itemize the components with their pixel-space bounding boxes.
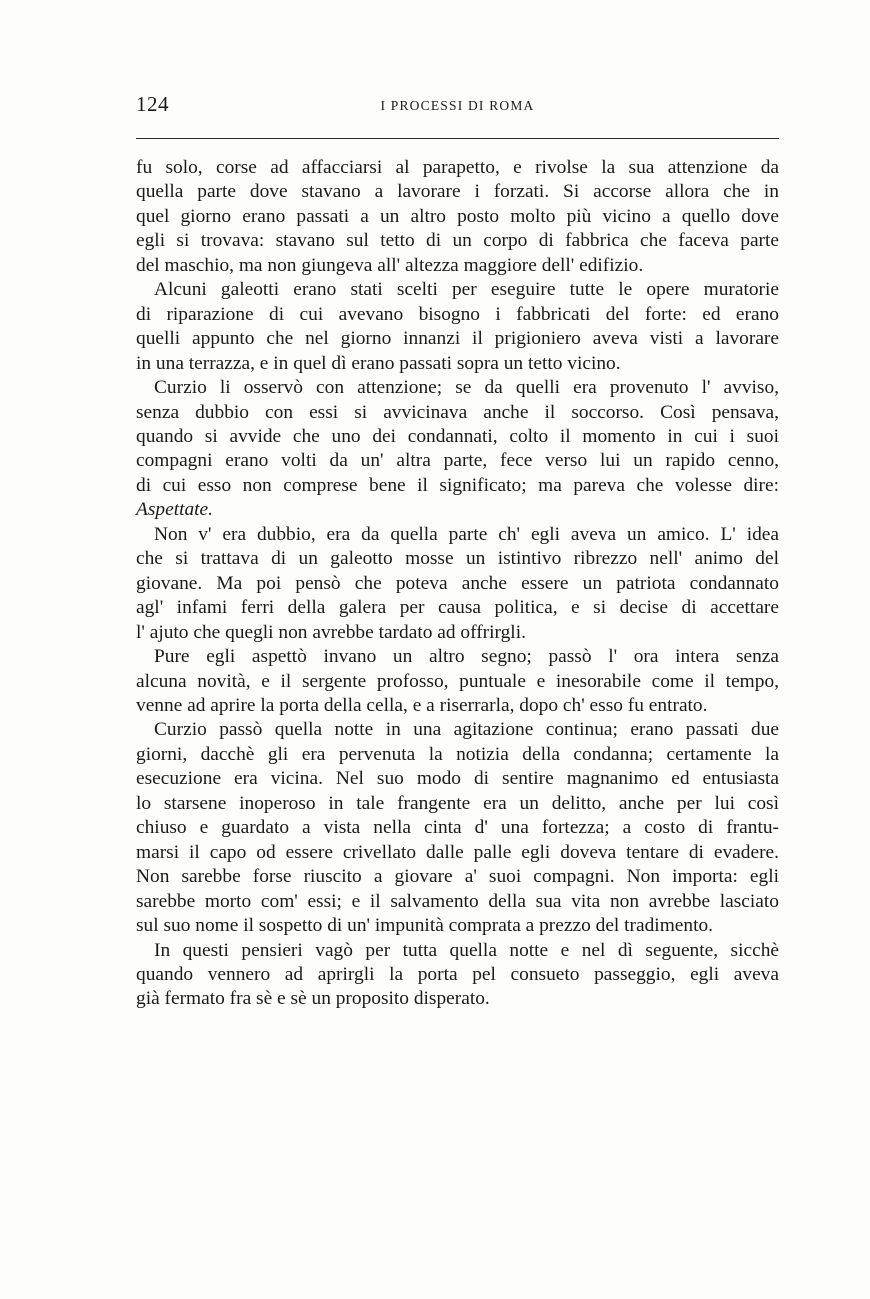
text-line: giorni, dacchè gli era pervenuta la notizia della condanna; certamente la	[136, 743, 779, 765]
text-line: l' ajuto che quegli non avrebbe tardato ad offrirgli.	[136, 621, 526, 643]
text-line: esecuzione era vicina. Nel suo modo di sentire magnanimo ed entusiasta	[136, 768, 779, 790]
running-title: I PROCESSI DI ROMA	[380, 98, 535, 113]
text-line: quando vennero ad aprirgli la porta pel consueto passeggio, egli aveva	[136, 963, 779, 985]
text-line: di cui esso non comprese bene il significato; ma pareva che volesse dire:	[136, 474, 779, 496]
page-header	[136, 92, 779, 122]
text-line: marsi il capo od essere crivellato dalle palle egli doveva tentare di evadere.	[136, 841, 779, 863]
text-line: del maschio, ma non giungeva all' altezza maggiore dell' edifizio.	[136, 254, 644, 276]
text-line: Pure egli aspettò invano un altro segno; passò l' ora intera senza	[154, 646, 779, 668]
text-line: In questi pensieri vagò per tutta quella notte e nel dì seguente, sicchè	[154, 939, 779, 961]
text-line: egli si trovava: stavano sul tetto di un corpo di fabbrica che faceva parte	[136, 230, 779, 252]
text-line: fu solo, corse ad affacciarsi al parapetto, e rivolse la sua attenzione da	[136, 157, 779, 178]
text-line: quella parte dove stavano a lavorare i forzati. Si accorse allora che in	[136, 181, 779, 203]
text-line: Non v' era dubbio, era da quella parte ch' egli aveva un amico. L' idea	[154, 523, 779, 545]
page-number: 124	[136, 92, 169, 116]
text-line: Curzio li osservò con attenzione; se da quelli era provenuto l' avviso,	[154, 377, 779, 399]
text-line: di riparazione di cui avevano bisogno i fabbricati del forte: ed erano	[136, 303, 779, 325]
text-line: già fermato fra sè e sè un proposito disperato.	[136, 988, 490, 1010]
text-line: sarebbe morto com' essi; e il salvamento della sua vita non avrebbe lasciato	[136, 890, 779, 912]
text-line: Curzio passò quella notte in una agitazione continua; erano passati due	[154, 719, 779, 741]
text-line: compagni erano volti da un' altra parte, fece verso lui un rapido cenno,	[136, 450, 779, 472]
text-line: lo starsene inoperoso in tale frangente era un delitto, anche per lui così	[136, 792, 779, 814]
text-line: che si trattava di un galeotto mosse un istintivo ribrezzo nell' animo del	[136, 548, 779, 570]
text-line: giovane. Ma poi pensò che poteva anche essere un patriota condannato	[136, 572, 779, 594]
text-line: senza dubbio con essi si avvicinava anche il soccorso. Così pensava,	[136, 401, 779, 423]
text-line: Non sarebbe forse riuscito a giovare a' suoi compagni. Non importa: egli	[136, 866, 779, 888]
text-line: quelli appunto che nel giorno innanzi il prigioniero aveva visti a lavorare	[136, 328, 779, 350]
text-line: alcuna novità, e il sergente profosso, puntuale e inesorabile come il tempo,	[136, 670, 779, 692]
text-line: sul suo nome il sospetto di un' impunità comprata a prezzo del tradimento.	[136, 915, 714, 937]
text-line: Aspettate.	[136, 499, 214, 521]
header-rule	[136, 138, 779, 139]
text-line: chiuso e guardato a vista nella cinta d' una fortezza; a costo di frantu-	[136, 817, 779, 839]
text-line: venne ad aprire la porta della cella, e a riserrarla, dopo ch' esso fu entrato.	[136, 694, 708, 716]
text-line: agl' infami ferri della galera per causa politica, e si decise di accettare	[136, 597, 779, 619]
text-line: quel giorno erano passati a un altro posto molto più vicino a quello dove	[136, 205, 779, 227]
body-text	[136, 156, 779, 1012]
text-line: Alcuni galeotti erano stati scelti per eseguire tutte le opere muratorie	[154, 279, 779, 301]
text-line: quando si avvide che uno dei condannati, colto il momento in cui i suoi	[136, 425, 779, 447]
text-line: in una terrazza, e in quel dì erano passati sopra un tetto vicino.	[136, 352, 621, 374]
